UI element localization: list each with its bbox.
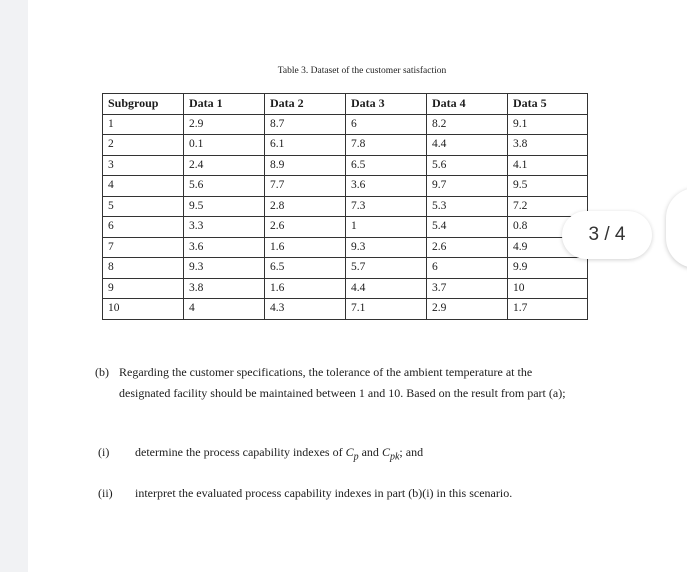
data-cell: 8.9: [265, 155, 346, 176]
subgroup-cell: 6: [103, 217, 184, 238]
header-cell: Subgroup: [103, 94, 184, 115]
header-cell: Data 1: [184, 94, 265, 115]
data-cell: 3.8: [508, 135, 588, 156]
data-cell: 2.4: [184, 155, 265, 176]
data-cell: 4.3: [265, 299, 346, 320]
table-row: [103, 135, 588, 156]
data-cell: 5.6: [427, 155, 508, 176]
data-cell: 7.8: [346, 135, 427, 156]
data-cell: 1.6: [265, 278, 346, 299]
subgroup-cell: 10: [103, 299, 184, 320]
page-indicator: 3 / 4: [562, 211, 652, 259]
data-cell: 9.5: [508, 176, 588, 197]
data-cell: 5.3: [427, 196, 508, 217]
data-cell: 5.4: [427, 217, 508, 238]
data-table: [102, 93, 588, 320]
data-cell: 3.3: [184, 217, 265, 238]
data-cell: 9.1: [508, 114, 588, 135]
data-cell: 5.7: [346, 258, 427, 279]
data-cell: 8.2: [427, 114, 508, 135]
data-cell: 6.5: [265, 258, 346, 279]
question-b-label: (b): [95, 365, 109, 379]
data-cell: 6.1: [265, 135, 346, 156]
data-cell: 9.9: [508, 258, 588, 279]
table-row: [103, 278, 588, 299]
question-b: [95, 362, 575, 404]
data-cell: 3.7: [427, 278, 508, 299]
subgroup-cell: 9: [103, 278, 184, 299]
table-row: [103, 176, 588, 197]
data-cell: 3.8: [184, 278, 265, 299]
header-cell: Data 3: [346, 94, 427, 115]
table-row: [103, 299, 588, 320]
table-row: [103, 155, 588, 176]
subgroup-cell: 1: [103, 114, 184, 135]
subgroup-cell: 3: [103, 155, 184, 176]
data-cell: 4.4: [427, 135, 508, 156]
table-caption: Table 3. Dataset of the customer satisfaction: [277, 66, 447, 76]
table-row: [103, 217, 588, 238]
data-cell: 2.6: [427, 237, 508, 258]
data-cell: 4.4: [346, 278, 427, 299]
data-cell: 1.7: [508, 299, 588, 320]
data-cell: 2.6: [265, 217, 346, 238]
table-header-row: [103, 94, 588, 115]
data-cell: 9.3: [346, 237, 427, 258]
data-cell: 7.3: [346, 196, 427, 217]
data-cell: 10: [508, 278, 588, 299]
data-cell: 0.8: [508, 217, 588, 238]
table-row: [103, 196, 588, 217]
data-cell: 6: [427, 258, 508, 279]
subgroup-cell: 5: [103, 196, 184, 217]
header-cell: Data 4: [427, 94, 508, 115]
data-cell: 8.7: [265, 114, 346, 135]
subgroup-cell: 8: [103, 258, 184, 279]
data-cell: 9.5: [184, 196, 265, 217]
data-cell: 0.1: [184, 135, 265, 156]
data-cell: 1: [346, 217, 427, 238]
question-b-text: Regarding the customer specifications, the tolerance of the ambient temperature at the designated facility should be maintained between 1 and 10. Based on the result from part (a);: [119, 365, 566, 400]
data-cell: 4.9: [508, 237, 588, 258]
data-cell: 1.6: [265, 237, 346, 258]
sub-question-i-number: (i): [98, 445, 110, 459]
data-cell: 4: [184, 299, 265, 320]
sub-question-ii-text: interpret the evaluated process capability indexes in part (b)(i) in this scenario.: [135, 486, 513, 500]
subgroup-cell: 7: [103, 237, 184, 258]
data-cell: 2.9: [427, 299, 508, 320]
data-cell: 7.1: [346, 299, 427, 320]
header-cell: Data 5: [508, 94, 588, 115]
data-cell: 5.6: [184, 176, 265, 197]
data-cell: 9.7: [427, 176, 508, 197]
table-row: [103, 114, 588, 135]
data-cell: 7.7: [265, 176, 346, 197]
header-cell: Data 2: [265, 94, 346, 115]
data-cell: 7.2: [508, 196, 588, 217]
table-row: [103, 237, 588, 258]
sub-question-i-text: determine the process capability indexes of $C_p$ and $C_{pk}$; and: [135, 445, 424, 463]
subgroup-cell: 4: [103, 176, 184, 197]
subgroup-cell: 2: [103, 135, 184, 156]
data-cell: 3.6: [184, 237, 265, 258]
data-cell: 2.9: [184, 114, 265, 135]
data-cell: 6: [346, 114, 427, 135]
data-cell: 9.3: [184, 258, 265, 279]
data-cell: 3.6: [346, 176, 427, 197]
data-cell: 2.8: [265, 196, 346, 217]
table-row: [103, 258, 588, 279]
data-cell: 6.5: [346, 155, 427, 176]
data-cell: 4.1: [508, 155, 588, 176]
sub-question-ii-number: (ii): [98, 486, 113, 500]
